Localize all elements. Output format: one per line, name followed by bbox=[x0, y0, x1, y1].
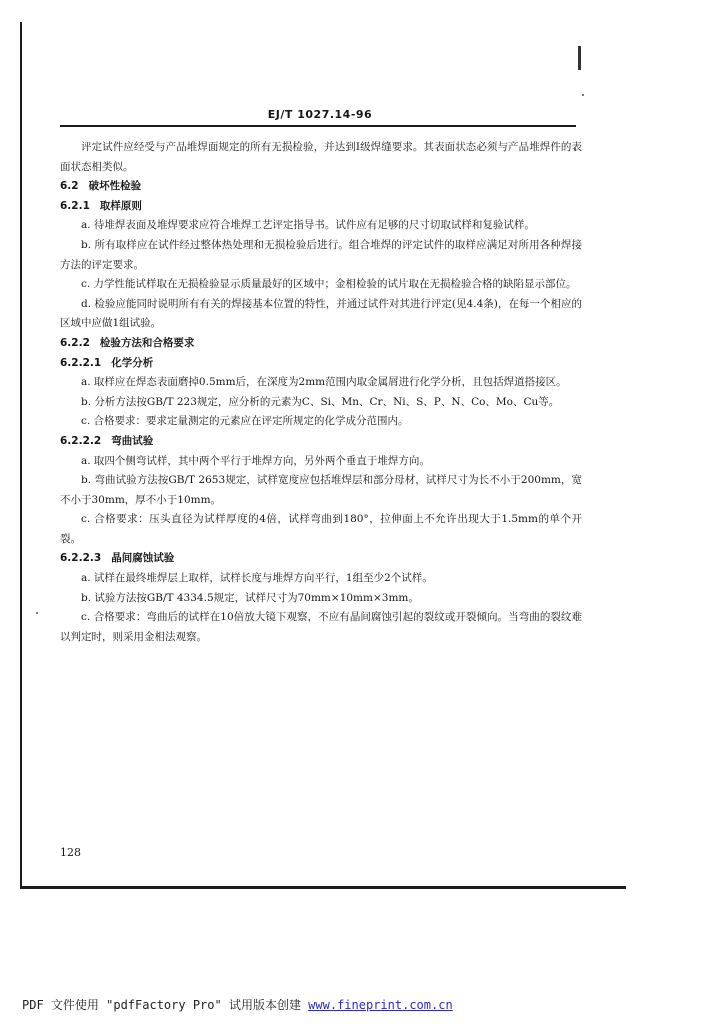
paragraph: c. 合格要求：弯曲后的试样在10倍放大镜下观察，不应有晶间腐蚀引起的裂纹或开裂倾向。当弯曲的裂纹难以判定时，则采用金相法观察。 bbox=[60, 611, 582, 643]
section-heading bbox=[60, 432, 582, 452]
section-title: 取样原则 bbox=[99, 199, 142, 212]
page-bottom-edge bbox=[20, 886, 626, 889]
binding-mark bbox=[578, 46, 581, 70]
section-title: 破坏性检验 bbox=[88, 180, 142, 193]
paragraph: c. 合格要求：压头直径为试样厚度的4倍，试样弯曲到180°，拉伸面上不允许出现大于1.5mm的单个开裂。 bbox=[60, 513, 582, 545]
section-heading bbox=[60, 334, 582, 354]
section-number: 6.2 bbox=[60, 180, 79, 193]
page-number: 128 bbox=[60, 846, 81, 859]
page-left-edge bbox=[20, 22, 22, 888]
paragraph: b. 试验方法按GB/T 4334.5规定，试样尺寸为70mm×10mm×3mm。 bbox=[81, 591, 419, 604]
section-heading bbox=[60, 197, 582, 217]
paragraph: b. 弯曲试验方法按GB/T 2653规定，试样宽度应包括堆焊层和部分母材，试样尺寸为长不小于200mm，宽不小于30mm，厚不小于10mm。 bbox=[60, 474, 582, 506]
paragraph: b. 所有取样应在试件经过整体热处理和无损检验后进行。组合堆焊的评定试件的取样应满足对所用各种焊接方法的评定要求。 bbox=[60, 238, 582, 271]
pdf-footer bbox=[22, 996, 453, 1013]
header-rule bbox=[60, 125, 576, 127]
paragraph: 评定试件应经受与产品堆焊面规定的所有无损检验，并达到Ⅰ级焊缝要求。其表面状态必须与产品堆焊件的表面状态相类似。 bbox=[60, 141, 582, 173]
paragraph: c. 力学性能试样取在无损检验显示质量最好的区域中；金相检验的试片取在无损检验合格的缺陷显示部位。 bbox=[81, 278, 577, 291]
scan-speck bbox=[582, 94, 584, 96]
paragraph: b. 分析方法按GB/T 223规定，应分析的元素为C、Si、Mn、Cr、Ni、S、P、N、Co、Mo、Cu等。 bbox=[81, 395, 560, 408]
standard-header: EJ/T 1027.14-96 bbox=[267, 108, 373, 121]
section-heading bbox=[60, 354, 582, 374]
section-number: 6.2.2.1 bbox=[60, 356, 102, 369]
section-number: 6.2.1 bbox=[60, 199, 90, 212]
paragraph: c. 合格要求：要求定量测定的元素应在评定所规定的化学成分范围内。 bbox=[81, 415, 409, 428]
section-title: 弯曲试验 bbox=[111, 434, 154, 447]
footer-link[interactable]: www.fineprint.com.cn bbox=[308, 998, 453, 1012]
section-title: 晶间腐蚀试验 bbox=[111, 552, 175, 565]
paragraph: d. 检验应能同时说明所有有关的焊接基本位置的特性，并通过试件对其进行评定(见4.4条)，在每一个相应的区域中应做1组试验。 bbox=[60, 297, 582, 330]
footer-text: PDF 文件使用 "pdfFactory Pro" 试用版本创建 bbox=[22, 998, 309, 1012]
paragraph: a. 待堆焊表面及堆焊要求应符合堆焊工艺评定指导书。试件应有足够的尺寸切取试样和复验试样。 bbox=[81, 219, 535, 232]
section-number: 6.2.2.3 bbox=[60, 552, 102, 565]
scan-speck bbox=[36, 612, 38, 614]
section-heading bbox=[60, 177, 582, 197]
document-body bbox=[60, 138, 582, 647]
section-title: 化学分析 bbox=[111, 356, 154, 369]
section-title: 检验方法和合格要求 bbox=[99, 336, 195, 349]
section-number: 6.2.2.2 bbox=[60, 434, 102, 447]
paragraph: a. 试样在最终堆焊层上取样，试样长度与堆焊方向平行，1组至少2个试样。 bbox=[81, 572, 433, 585]
section-number: 6.2.2 bbox=[60, 336, 90, 349]
paragraph: a. 取四个侧弯试样，其中两个平行于堆焊方向，另外两个垂直于堆焊方向。 bbox=[81, 454, 430, 467]
paragraph: a. 取样应在焊态表面磨掉0.5mm后，在深度为2mm范围内取金属屑进行化学分析，且包括焊道搭接区。 bbox=[81, 376, 567, 389]
section-heading bbox=[60, 549, 582, 569]
